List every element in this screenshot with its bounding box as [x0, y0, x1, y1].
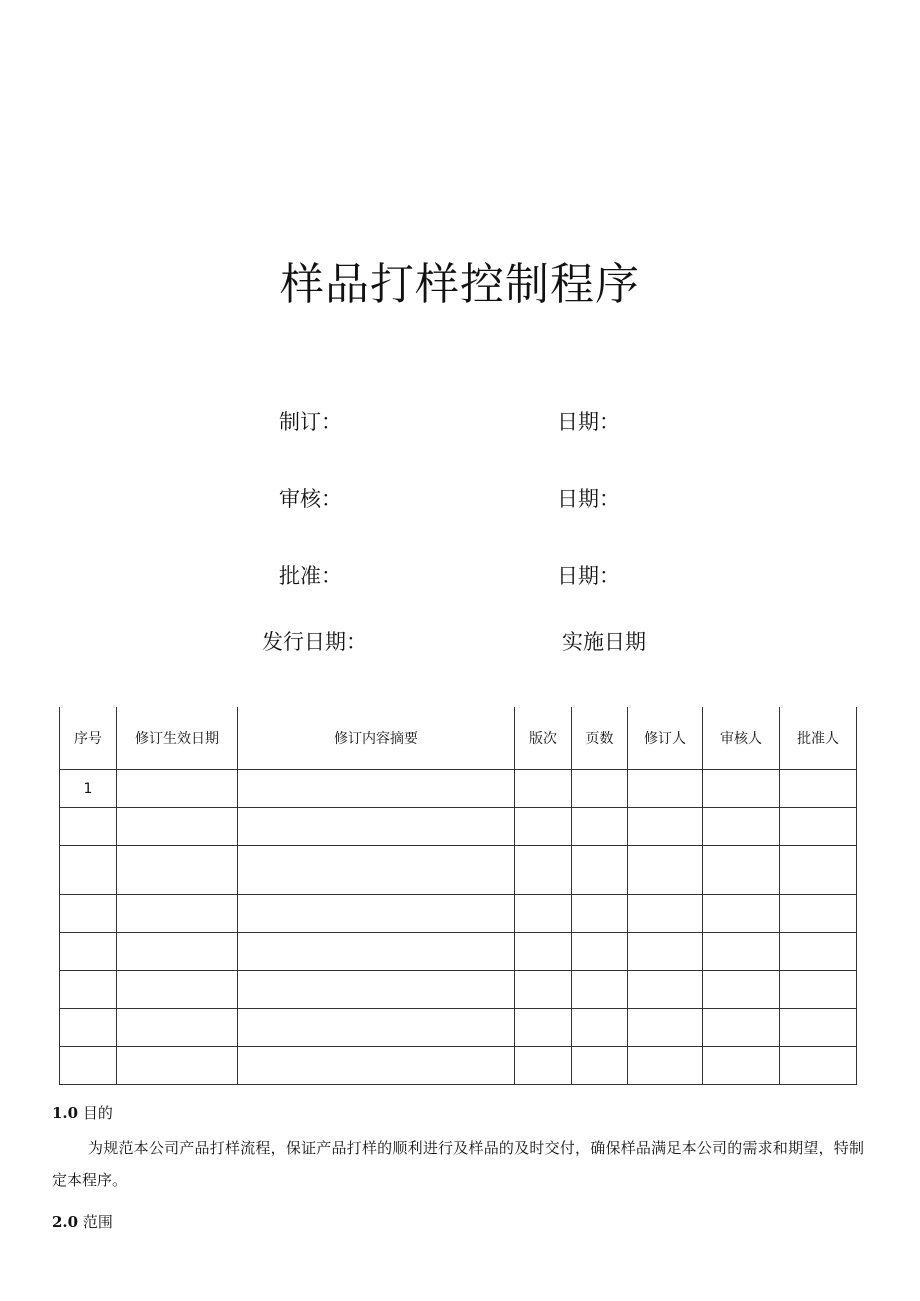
approved-label: 批准： — [279, 564, 342, 588]
reviewed-label: 审核： — [279, 487, 342, 511]
cell-reviewed-by — [703, 933, 780, 971]
cell-seq — [60, 895, 117, 933]
cell-approved-by — [780, 846, 857, 895]
section-heading — [52, 1102, 113, 1123]
table-row — [60, 1009, 857, 1047]
cell-reviewed-by — [703, 895, 780, 933]
section-number: 1.0 — [52, 1104, 79, 1122]
cell-seq — [60, 1047, 117, 1085]
cell-summary — [238, 895, 515, 933]
cell-approved-by — [780, 1047, 857, 1085]
cell-summary — [238, 933, 515, 971]
cell-revised-by — [628, 1009, 703, 1047]
cell-summary — [238, 770, 515, 808]
table-row — [60, 1047, 857, 1085]
cell-pages — [572, 971, 628, 1009]
issue-date-label: 发行日期： — [262, 630, 367, 654]
table-row — [60, 933, 857, 971]
cell-reviewed-by — [703, 770, 780, 808]
cell-seq — [60, 808, 117, 846]
cell-pages — [572, 1009, 628, 1047]
section-body: 为规范本公司产品打样流程，保证产品打样的顺利进行及样品的及时交付，确保样品满足本公司的需求和期望，特制定本程序。 — [52, 1139, 864, 1189]
cell-revised-by — [628, 846, 703, 895]
cell-approved-by — [780, 808, 857, 846]
header-pages: 页数 — [572, 707, 628, 770]
cell-pages — [572, 846, 628, 895]
cell-summary — [238, 846, 515, 895]
cell-seq — [60, 933, 117, 971]
cell-approved-by — [780, 895, 857, 933]
header-approved-by: 批准人 — [780, 707, 857, 770]
effective-date-label: 实施日期 — [562, 630, 646, 654]
cell-reviewed-by — [703, 1047, 780, 1085]
header-version: 版次 — [515, 707, 572, 770]
header-effective-date: 修订生效日期 — [117, 707, 238, 770]
cell-version — [515, 1047, 572, 1085]
cell-version — [515, 895, 572, 933]
cell-effective-date — [117, 770, 238, 808]
table-row — [60, 971, 857, 1009]
cell-reviewed-by — [703, 808, 780, 846]
cell-version — [515, 808, 572, 846]
cell-approved-by — [780, 1009, 857, 1047]
cell-approved-by — [780, 770, 857, 808]
cell-version — [515, 971, 572, 1009]
table-header-row — [60, 707, 857, 770]
table-row — [60, 846, 857, 895]
cell-summary — [238, 1009, 515, 1047]
cell-approved-by — [780, 933, 857, 971]
header-summary: 修订内容摘要 — [238, 707, 515, 770]
table-row — [60, 895, 857, 933]
cell-summary — [238, 1047, 515, 1085]
section-heading — [52, 1211, 113, 1232]
cell-approved-by — [780, 971, 857, 1009]
section-title: 范围 — [82, 1213, 113, 1231]
cell-summary — [238, 971, 515, 1009]
revision-table — [59, 707, 857, 1085]
cell-pages — [572, 808, 628, 846]
cell-version — [515, 770, 572, 808]
cell-version — [515, 933, 572, 971]
table-row — [60, 808, 857, 846]
drafted-label: 制订： — [279, 410, 342, 434]
cell-effective-date — [117, 846, 238, 895]
cell-seq — [60, 971, 117, 1009]
cell-effective-date — [117, 1047, 238, 1085]
cell-effective-date — [117, 933, 238, 971]
cell-effective-date — [117, 895, 238, 933]
cell-seq: 1 — [60, 770, 117, 808]
cell-pages — [572, 933, 628, 971]
cell-reviewed-by — [703, 1009, 780, 1047]
drafted-date-label: 日期： — [557, 410, 620, 434]
table-row — [60, 770, 857, 808]
cell-revised-by — [628, 895, 703, 933]
cell-seq — [60, 1009, 117, 1047]
approved-date-label: 日期： — [557, 564, 620, 588]
cell-summary — [238, 808, 515, 846]
cell-effective-date — [117, 808, 238, 846]
section-title: 目的 — [82, 1104, 113, 1122]
header-seq: 序号 — [60, 707, 117, 770]
cell-pages — [572, 770, 628, 808]
cell-version — [515, 1009, 572, 1047]
cell-pages — [572, 1047, 628, 1085]
cell-pages — [572, 895, 628, 933]
cell-revised-by — [628, 933, 703, 971]
cell-revised-by — [628, 808, 703, 846]
document-title: 样品打样控制程序 — [280, 259, 640, 310]
cell-seq — [60, 846, 117, 895]
header-reviewed-by: 审核人 — [703, 707, 780, 770]
cell-revised-by — [628, 770, 703, 808]
cell-version — [515, 846, 572, 895]
cell-effective-date — [117, 971, 238, 1009]
cell-revised-by — [628, 1047, 703, 1085]
cell-reviewed-by — [703, 846, 780, 895]
cell-effective-date — [117, 1009, 238, 1047]
reviewed-date-label: 日期： — [557, 487, 620, 511]
section-number: 2.0 — [52, 1213, 79, 1231]
header-revised-by: 修订人 — [628, 707, 703, 770]
cell-reviewed-by — [703, 971, 780, 1009]
cell-revised-by — [628, 971, 703, 1009]
